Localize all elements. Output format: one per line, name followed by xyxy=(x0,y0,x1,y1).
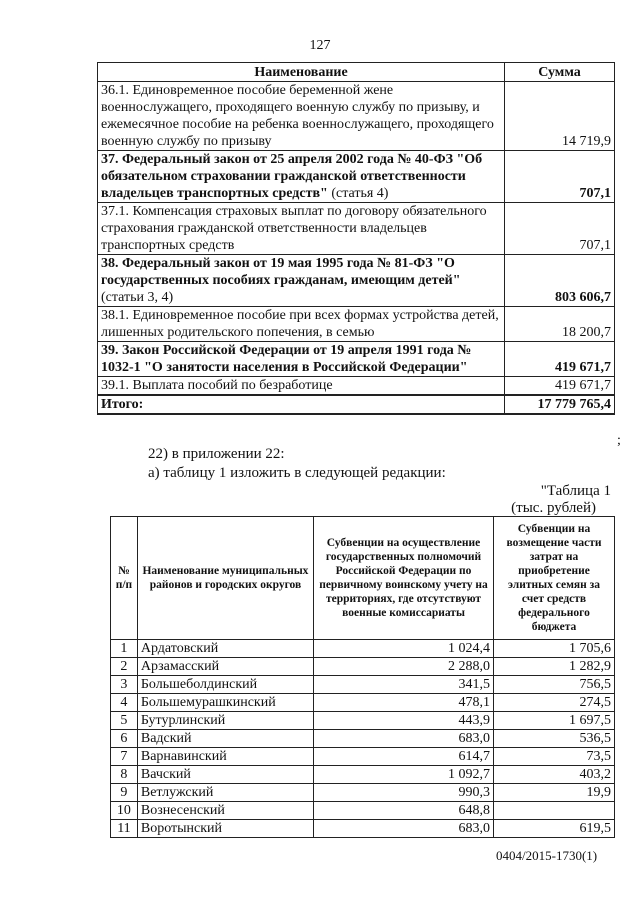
value-military: 443,9 xyxy=(314,712,494,730)
row-sum: 419 671,7 xyxy=(505,377,615,396)
row-sum: 803 606,7 xyxy=(505,255,615,307)
municipality-name: Ветлужский xyxy=(137,784,313,802)
value-seeds: 536,5 xyxy=(494,730,615,748)
row-name-text: 37. Федеральный закон от 25 апреля 2002 года № 40-ФЗ "Об обязательном страховании гражданской ответственности владельцев транспортных средств" xyxy=(101,152,483,201)
row-sum: 419 671,7 xyxy=(505,342,615,377)
law-row xyxy=(98,255,615,307)
table-row xyxy=(111,766,615,784)
table-row xyxy=(111,676,615,694)
value-seeds: 274,5 xyxy=(494,694,615,712)
row-name xyxy=(98,255,505,307)
row-sum: 18 200,7 xyxy=(505,307,615,342)
header-military-registration: Субвенции на осуществление государственных полномочий Российской Федерации по первичному воинскому учету на территориях, где отсутствуют военные комиссариаты xyxy=(314,517,494,640)
row-name xyxy=(98,342,505,377)
law-row xyxy=(98,342,615,377)
row-sum: 707,1 xyxy=(505,203,615,255)
value-military: 478,1 xyxy=(314,694,494,712)
row-name-text: Итого: xyxy=(101,397,144,412)
header-name: Наименование xyxy=(98,63,505,82)
table-row xyxy=(111,802,615,820)
row-name xyxy=(98,395,505,414)
municipality-name: Арзамасский xyxy=(137,658,313,676)
value-seeds: 19,9 xyxy=(494,784,615,802)
value-military: 1 024,4 xyxy=(314,640,494,658)
value-seeds xyxy=(494,802,615,820)
row-name-text: 38.1. Единовременное пособие при всех формах устройства детей, лишенных родительского попечения, в семью xyxy=(101,308,499,340)
paragraph-appendix: 22) в приложении 22: xyxy=(148,446,285,462)
row-number: 10 xyxy=(111,802,138,820)
row-number: 4 xyxy=(111,694,138,712)
table-units: (тыс. рублей) xyxy=(511,500,596,516)
value-seeds: 756,5 xyxy=(494,676,615,694)
row-number: 3 xyxy=(111,676,138,694)
header-municipality: Наименование муниципальных районов и городских округов xyxy=(137,517,313,640)
item-row xyxy=(98,82,615,151)
row-number: 11 xyxy=(111,820,138,838)
document-code: 0404/2015-1730(1) xyxy=(496,848,598,863)
row-number: 6 xyxy=(111,730,138,748)
row-number: 5 xyxy=(111,712,138,730)
municipality-name: Большемурашкинский xyxy=(137,694,313,712)
header-elite-seeds: Субвенции на возмещение части затрат на приобретение элитных семян за счет средств федерального бюджета xyxy=(494,517,615,640)
table-row xyxy=(111,694,615,712)
municipality-name: Вознесенский xyxy=(137,802,313,820)
municipality-name: Большеболдинский xyxy=(137,676,313,694)
value-military: 2 288,0 xyxy=(314,658,494,676)
row-sum: 707,1 xyxy=(505,151,615,203)
page-number: 127 xyxy=(309,38,331,53)
municipality-name: Бутурлинский xyxy=(137,712,313,730)
table-row xyxy=(111,820,615,838)
municipality-name: Вадский xyxy=(137,730,313,748)
row-name-text: 39. Закон Российской Федерации от 19 апреля 1991 года № 1032-1 "О занятости населения в Российской Федерации" xyxy=(101,343,472,375)
table-row xyxy=(111,784,615,802)
item-row xyxy=(98,203,615,255)
value-military: 614,7 xyxy=(314,748,494,766)
row-name-text: 37.1. Компенсация страховых выплат по договору обязательного страхования гражданской ответственности владельцев транспортных средств xyxy=(101,204,487,253)
value-seeds: 1 705,6 xyxy=(494,640,615,658)
row-number: 8 xyxy=(111,766,138,784)
row-name xyxy=(98,82,505,151)
row-note: (статьи 3, 4) xyxy=(101,290,174,305)
table-header-row xyxy=(111,517,615,640)
table-caption: "Таблица 1 xyxy=(540,483,611,499)
total-row xyxy=(98,395,615,414)
table-row xyxy=(111,730,615,748)
row-name xyxy=(98,151,505,203)
value-military: 683,0 xyxy=(314,820,494,838)
value-seeds: 403,2 xyxy=(494,766,615,784)
value-military: 341,5 xyxy=(314,676,494,694)
municipality-name: Вачский xyxy=(137,766,313,784)
municipality-name: Воротынский xyxy=(137,820,313,838)
row-sum: 14 719,9 xyxy=(505,82,615,151)
value-seeds: 1 282,9 xyxy=(494,658,615,676)
item-row xyxy=(98,377,615,396)
row-number: 2 xyxy=(111,658,138,676)
municipality-name: Варнавинский xyxy=(137,748,313,766)
trailing-semicolon: ; xyxy=(617,433,621,448)
row-note: (статья 4) xyxy=(327,186,389,201)
paragraph-table-edit: а) таблицу 1 изложить в следующей редакции: xyxy=(148,465,446,481)
row-name-text: 36.1. Единовременное пособие беременной жене военнослужащего, проходящего военную службу по призыву, и ежемесячное пособие на ребенка военнослужащего, проходящего военную службу по призыву xyxy=(101,83,494,149)
value-military: 1 092,7 xyxy=(314,766,494,784)
header-number: № п/п xyxy=(111,517,138,640)
row-sum: 17 779 765,4 xyxy=(505,395,615,414)
table-row xyxy=(111,748,615,766)
value-military: 990,3 xyxy=(314,784,494,802)
table-row xyxy=(111,658,615,676)
header-sum: Сумма xyxy=(505,63,615,82)
municipality-name: Ардатовский xyxy=(137,640,313,658)
row-number: 9 xyxy=(111,784,138,802)
value-military: 648,8 xyxy=(314,802,494,820)
row-name xyxy=(98,203,505,255)
expenditure-table xyxy=(97,62,615,415)
law-row xyxy=(98,151,615,203)
table-header-row xyxy=(98,63,615,82)
subventions-table xyxy=(110,516,615,838)
row-name-text: 39.1. Выплата пособий по безработице xyxy=(101,378,333,393)
row-number: 7 xyxy=(111,748,138,766)
table-row xyxy=(111,640,615,658)
value-seeds: 1 697,5 xyxy=(494,712,615,730)
value-military: 683,0 xyxy=(314,730,494,748)
table-row xyxy=(111,712,615,730)
row-name-text: 38. Федеральный закон от 19 мая 1995 года № 81-ФЗ "О государственных пособиях гражданам, имеющим детей" xyxy=(101,256,461,288)
row-name xyxy=(98,307,505,342)
row-name xyxy=(98,377,505,396)
value-seeds: 619,5 xyxy=(494,820,615,838)
value-seeds: 73,5 xyxy=(494,748,615,766)
row-number: 1 xyxy=(111,640,138,658)
item-row xyxy=(98,307,615,342)
